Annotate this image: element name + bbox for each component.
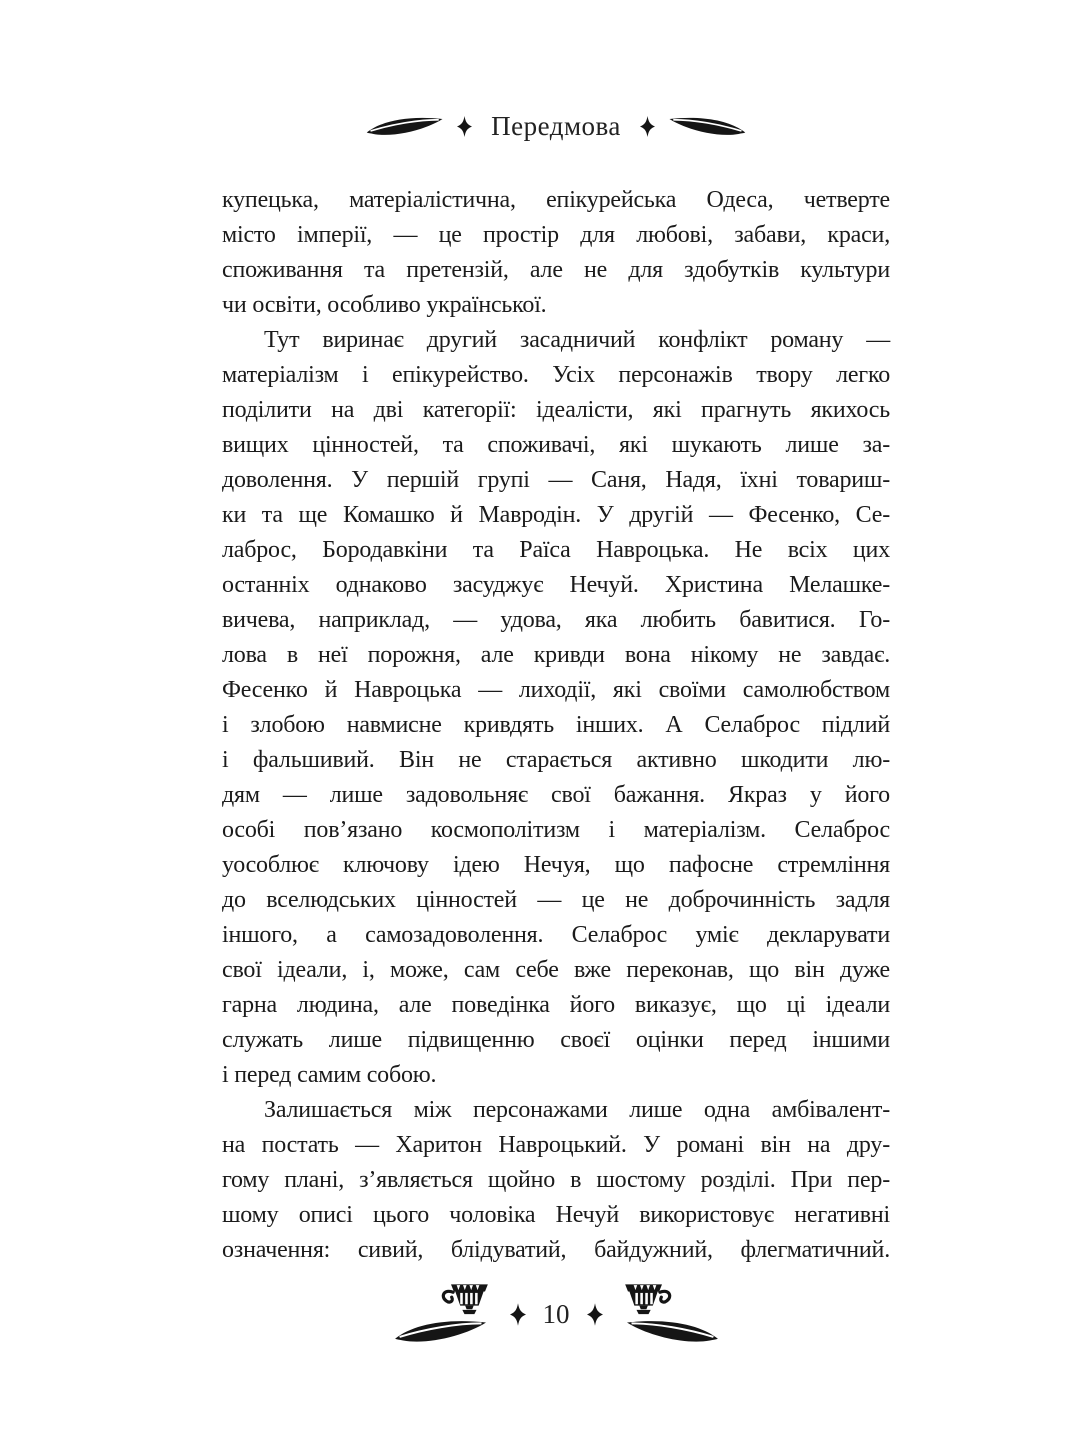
leaf-ornament-right-icon <box>668 115 746 138</box>
text-line: споживання та претензій, але не для здобутків культури <box>222 257 890 283</box>
text-line: матеріалізм і епікурейство. Усіх персонажів твору легко <box>222 362 890 388</box>
text-line: і фальшивий. Він не старається активно шкодити лю- <box>222 747 890 773</box>
diamond-star-icon <box>587 1303 603 1326</box>
chapter-title: Передмова <box>491 110 621 141</box>
text-line: лаброс, Бородавкіни та Раїса Навроцька. Не всіх цих <box>222 537 890 563</box>
text-line: і перед самим собою. <box>222 1062 437 1088</box>
text-line: шому описі цього чоловіка Нечуй використовує негативні <box>222 1202 890 1228</box>
page-number: 10 <box>542 1298 570 1329</box>
text-line: поділити на дві категорії: ідеалісти, які прагнуть якихось <box>222 397 890 423</box>
text-line: чи освіти, особливо української. <box>222 292 547 318</box>
text-line: означення: сивий, блідуватий, байдужний, флегматичний. <box>222 1237 890 1263</box>
teacup-leaf-ornament-right <box>616 1283 726 1345</box>
teacup-icon <box>618 1283 672 1317</box>
text-line: іншого, а самозадоволення. Селаброс уміє декларувати <box>222 922 890 948</box>
diamond-star-icon <box>510 1303 526 1326</box>
text-line: місто імперії, — це простір для любові, забави, краси, <box>222 222 890 248</box>
text-line: на постать — Харитон Навроцький. У романі він на дру- <box>222 1132 890 1158</box>
text-line: до вселюдських цінностей — це не доброчинність задля <box>222 887 890 913</box>
text-line: Залишається між персонажами лише одна амбівалент- <box>264 1097 890 1123</box>
text-line: гому плані, з’являється щойно в шостому розділі. При пер- <box>222 1167 890 1193</box>
text-line: Тут виринає другий засадничий конфлікт роману — <box>264 327 890 353</box>
paragraph <box>222 1093 890 1268</box>
text-line: свої ідеали, і, може, сам себе вже переконав, що він дуже <box>222 957 890 983</box>
text-line: особі пов’язано космополітизм і матеріалізм. Селаброс <box>222 817 890 843</box>
text-line: лова в неї порожня, але кривди вона нікому не завдає. <box>222 642 890 668</box>
text-line: і злобою навмисне кривдять інших. А Селаброс підлий <box>222 712 890 738</box>
running-head <box>222 106 890 146</box>
teacup-leaf-ornament-left <box>387 1283 497 1345</box>
text-line: вищих цінностей, та споживачі, які шукають лише за- <box>222 432 890 458</box>
leaf-ornament-left-icon <box>366 115 444 138</box>
text-block <box>222 183 890 1268</box>
text-line: дям — лише задовольняє свої бажання. Якраз у його <box>222 782 890 808</box>
paragraph <box>222 323 890 1093</box>
text-line: доволення. У першій групі — Саня, Надя, їхні товариш- <box>222 467 890 493</box>
text-line: уособлює ключову ідею Нечуя, що пафосне стремління <box>222 852 890 878</box>
leaf-ornament-icon <box>387 1318 495 1345</box>
page-footer <box>222 1282 890 1346</box>
text-line: вичева, наприклад, — удова, яка любить бавитися. Го- <box>222 607 890 633</box>
teacup-icon <box>441 1283 495 1317</box>
diamond-star-icon <box>640 116 655 137</box>
text-line: купецька, матеріалістична, епікурейська Одеса, четверте <box>222 187 890 213</box>
text-line: Фесенко й Навроцька — лиходії, які своїми самолюбством <box>222 677 890 703</box>
text-line: гарна людина, але поведінка його виказує, що ці ідеали <box>222 992 890 1018</box>
text-line: служать лише підвищенню своєї оцінки перед іншими <box>222 1027 890 1053</box>
text-line: ки та ще Комашко й Мавродін. У другій — Фесенко, Се- <box>222 502 890 528</box>
diamond-star-icon <box>457 116 472 137</box>
paragraph <box>222 183 890 323</box>
text-line: останніх однаково засуджує Нечуй. Христина Мелашке- <box>222 572 890 598</box>
leaf-ornament-icon <box>618 1318 726 1345</box>
